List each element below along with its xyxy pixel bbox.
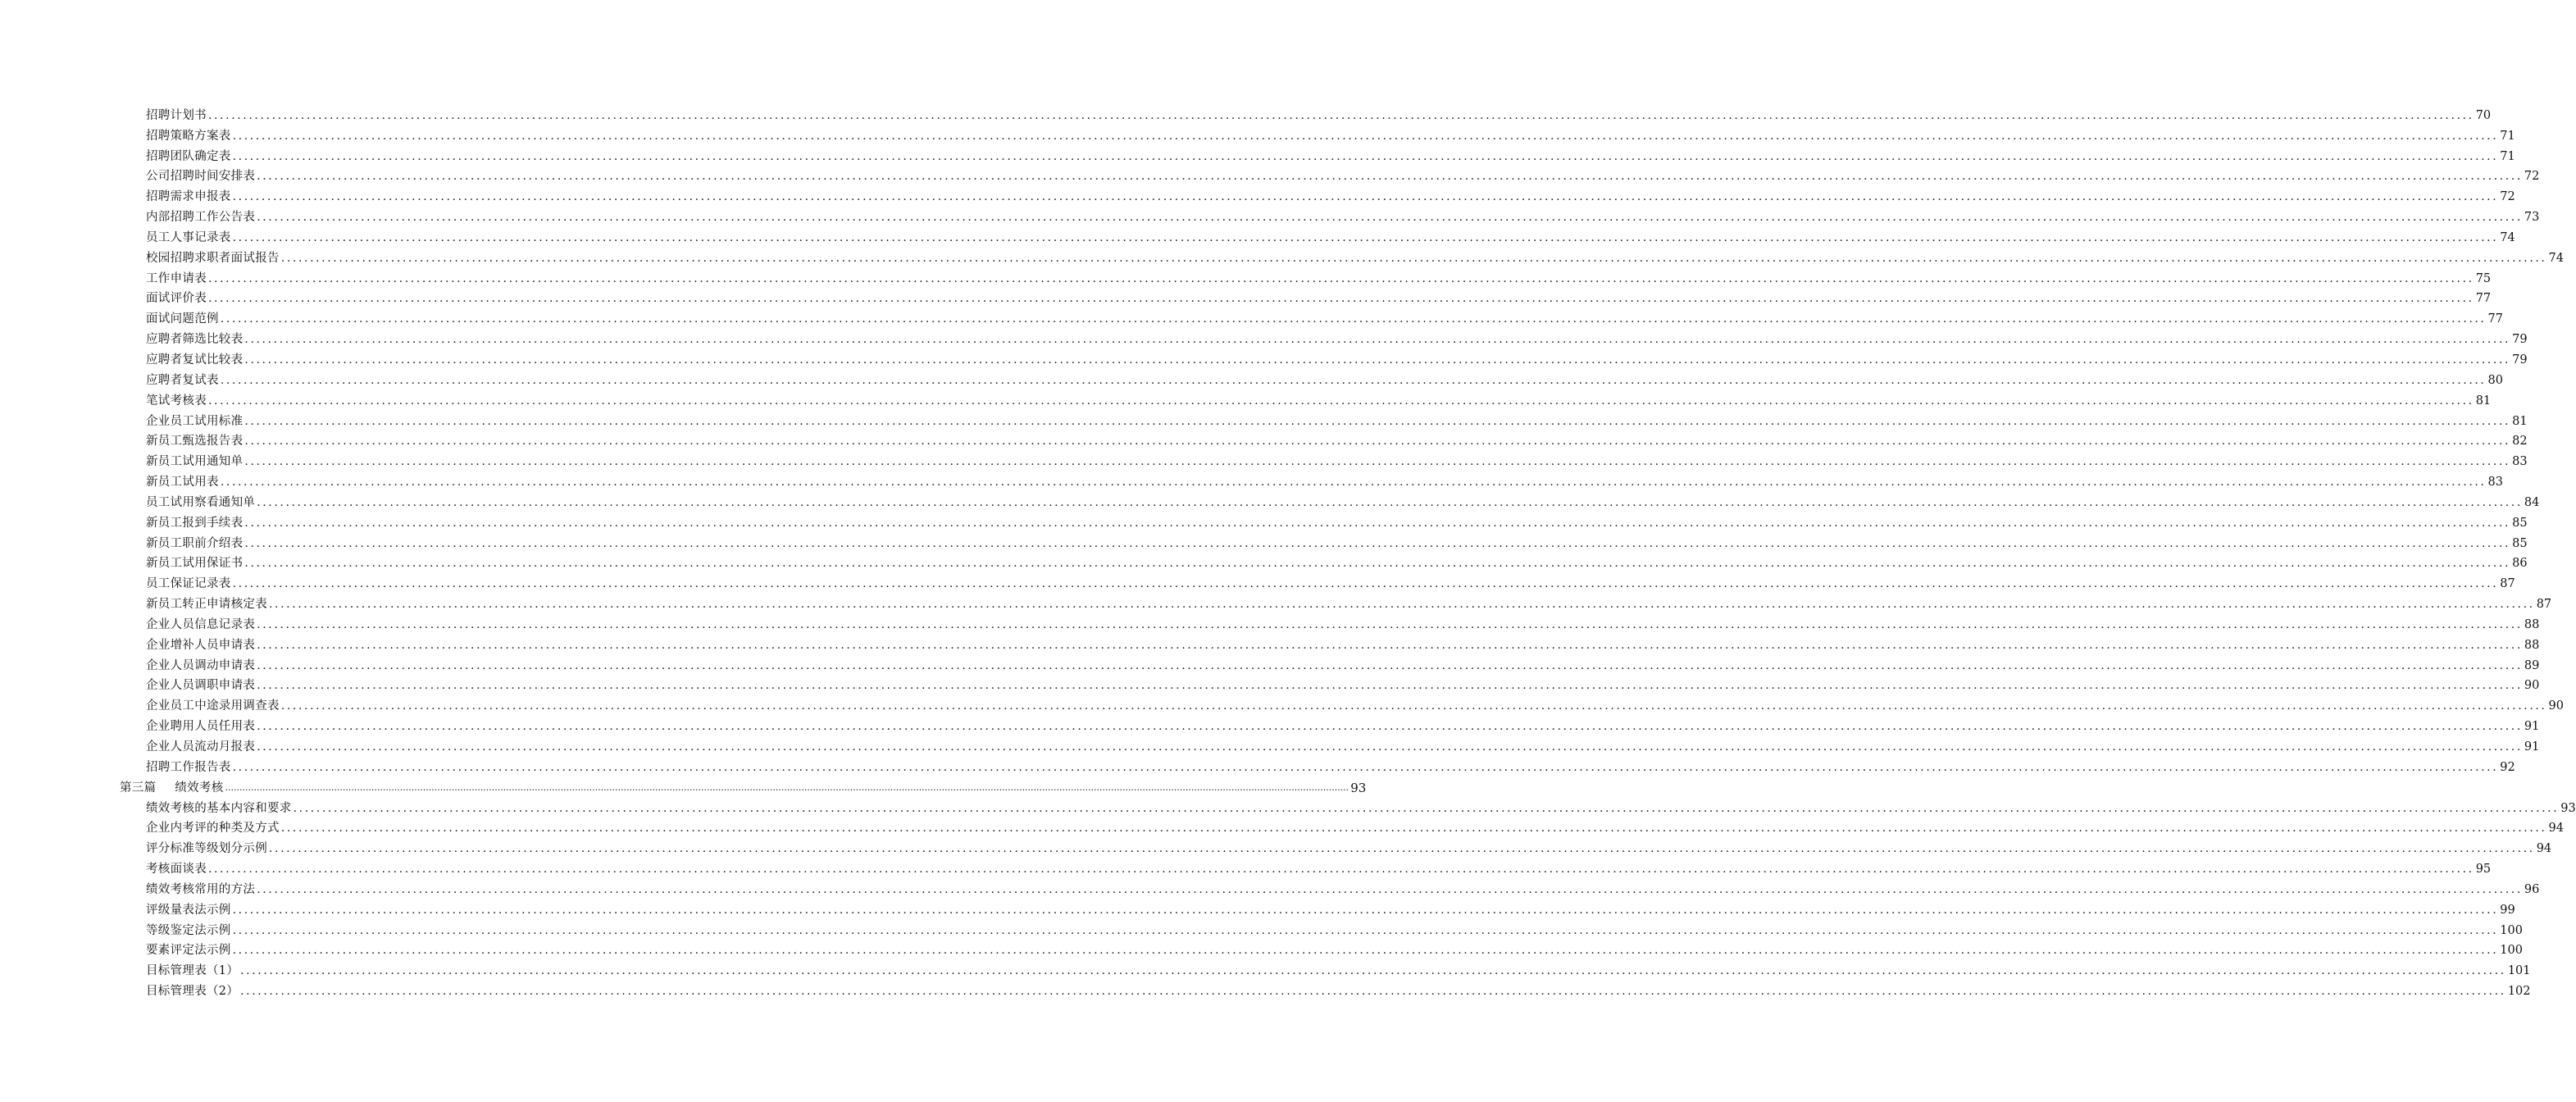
toc-page-number: 100 (2500, 944, 2523, 958)
toc-entry[interactable] (146, 327, 2528, 348)
toc-page-number: 93 (1350, 780, 1367, 795)
toc-entry-title: 公司招聘时间安排表 (146, 170, 256, 184)
toc-dot-leader: ........................................................................................................................................................................................................................................................................................................................................................................................................ (269, 598, 2535, 612)
toc-page-number: 101 (2507, 964, 2531, 978)
toc-entry[interactable] (146, 348, 2528, 368)
toc-entry-title: 应聘者复试比较表 (146, 353, 243, 367)
toc-entry-title: 应聘者筛选比较表 (146, 333, 243, 347)
toc-entry-title: 绩效考核常用的方法 (146, 882, 256, 896)
toc-page-number: 83 (2487, 476, 2503, 490)
toc-dot-leader: ........................................................................................................................................................................................................................................................................................................................................................................................................ (232, 760, 2499, 774)
toc-entry[interactable] (146, 409, 2528, 430)
toc-chapter-entry[interactable] (120, 776, 1367, 796)
toc-entry[interactable] (146, 755, 2515, 776)
toc-entry-title: 等级鉴定法示例 (146, 923, 231, 937)
toc-page-number: 72 (2524, 170, 2540, 184)
toc-entry-title: 内部招聘工作公告表 (146, 211, 256, 225)
toc-entry[interactable] (146, 735, 2540, 755)
toc-dot-leader: ........................................................................................................................................................................................................................................................................................................................................................................................................ (293, 801, 2560, 815)
toc-entry-title: 企业聘用人员任用表 (146, 720, 256, 734)
toc-dot-leader: ........................................................................................................................................................................................................................................................................................................................................................................................................ (257, 882, 2523, 896)
toc-entry-title: 面试评价表 (146, 292, 207, 306)
toc-page-number: 77 (2475, 292, 2492, 306)
toc-page-number: 73 (2524, 211, 2540, 225)
toc-dot-leader: ........................................................................................................................................................................................................................................................................................................................................................................................................ (257, 740, 2523, 754)
toc-page-number: 92 (2500, 760, 2515, 774)
toc-entry[interactable] (146, 836, 2552, 857)
toc-dot-leader: ........................................................................................................................................................................................................................................................................................................................................................................................................ (257, 211, 2523, 225)
toc-dot-leader: ........................................................................................................................................................................................................................................................................................................................................................................................................ (257, 638, 2523, 652)
toc-page-number: 90 (2524, 679, 2540, 693)
toc-entry[interactable] (146, 184, 2515, 205)
toc-dot-leader: ........................................................................................................................................................................................................................................................................................................................................................................................................ (280, 822, 2547, 836)
toc-page-number: 96 (2524, 882, 2540, 896)
toc-entry-title: 应聘者复试表 (146, 373, 219, 387)
toc-entry[interactable] (146, 449, 2528, 470)
toc-entry[interactable] (146, 490, 2540, 511)
toc-entry[interactable] (146, 633, 2540, 653)
toc-page-number: 72 (2500, 190, 2515, 204)
toc-dot-leader: ........................................................................................................................................................................................................................................................................................................................................................................................................ (280, 251, 2547, 265)
toc-dot-leader: ........................................................................................................................................................................................................................................................................................................................................................................................................ (244, 414, 2511, 428)
toc-dot-leader: ........................................................................................................................................................................................................................................................................................................................................................................................................ (244, 455, 2511, 469)
toc-entry[interactable] (146, 857, 2492, 877)
toc-page-number: 89 (2524, 658, 2540, 672)
toc-entry[interactable] (146, 511, 2528, 531)
toc-page-number: 88 (2524, 638, 2540, 652)
toc-dot-leader: ........................................................................................................................................................................................................................................................................................................................................................................................................ (232, 149, 2499, 163)
toc-page-number: 70 (2475, 108, 2492, 122)
toc-entry-title: 员工试用察看通知单 (146, 495, 256, 509)
toc-dot-leader: ........................................................................................................................................................................................................................................................................................................................................................................................................ (244, 333, 2511, 347)
toc-entry-title: 目标管理表（1） (146, 964, 239, 978)
toc-entry[interactable] (146, 674, 2540, 694)
toc-entry-title: 招聘团队确定表 (146, 149, 231, 163)
toc-entry[interactable] (146, 307, 2503, 327)
toc-dot-leader: ........................................................................................................................................................................................................................................................................................................................................................................................................ (232, 923, 2499, 937)
toc-entry[interactable] (146, 430, 2528, 450)
toc-dot-leader: ........................................................................................................................................................................................................................................................................................................................................................................................................ (240, 964, 2506, 978)
toc-dot-leader: ........................................................................................................................................................................................................................................................................................................................................................................................................ (240, 985, 2506, 999)
toc-entry-title: 企业内考评的种类及方式 (146, 822, 280, 836)
toc-entry[interactable] (146, 225, 2515, 246)
toc-page-number: 84 (2524, 495, 2540, 509)
toc-dot-leader: ........................................................................................................................................................................................................................................................................................................................................................................................................ (220, 312, 2487, 326)
toc-page-number: 93 (2560, 801, 2576, 815)
toc-entry-title: 企业人员调动申请表 (146, 658, 256, 672)
toc-page-number: 87 (2500, 577, 2515, 591)
toc-page-number: 74 (2548, 251, 2564, 265)
toc-page-number: 91 (2524, 740, 2540, 754)
toc-entry[interactable] (146, 939, 2523, 959)
toc-dot-leader: ........................................................................................................................................................................................................................................................................................................................................................................................................ (244, 435, 2511, 449)
toc-entry[interactable] (146, 796, 2576, 817)
toc-entry-title: 第三篇 绩效考核 (120, 781, 224, 795)
toc-dot-leader: ........................................................................................................................................................................................................................................................................................................................................................................................................ (257, 658, 2523, 672)
toc-entry[interactable] (146, 368, 2503, 389)
toc-dot-leader: ........................................................................................................................................................................................................................................................................................................................................................................................................ (244, 353, 2511, 367)
toc-entry[interactable] (146, 898, 2515, 918)
toc-dot-leader: ........................................................................................................................................................................................................................................................................................................................................................................................................ (244, 557, 2511, 571)
toc-entry-title: 面试问题范例 (146, 312, 219, 326)
toc-entry[interactable] (146, 266, 2492, 287)
toc-entry[interactable] (146, 552, 2528, 572)
toc-dot-leader: ........................................................................................................................................................................................................................................................................................................................................................................................................ (208, 292, 2474, 306)
toc-page-number: 79 (2512, 333, 2528, 347)
toc-dot-leader: ........................................................................................................................................................................................................................................................................................................................................................................................................ (232, 230, 2499, 244)
toc-entry-title: 目标管理表（2） (146, 985, 239, 999)
toc-dot-leader: ........................................................................................................................................................................................................................................................................................................................................................................................................ (257, 495, 2523, 509)
table-of-contents (0, 103, 2576, 1000)
toc-dot-leader: ........................................................................................................................................................................................................................................................................................................................................................................................................ (232, 903, 2499, 917)
toc-dot-leader: ........................................................................................................................................................................................................................................................................................................................................................................................................ (257, 170, 2523, 184)
toc-entry-title: 招聘需求申报表 (146, 190, 231, 204)
toc-page-number: 75 (2475, 271, 2492, 285)
toc-entry-title: 新员工试用保证书 (146, 557, 243, 571)
toc-page-number: 74 (2500, 230, 2515, 244)
toc-entry-title: 要素评定法示例 (146, 944, 231, 958)
toc-dot-leader: ........................................................................................................................................................................................................................................................................................................................................................................................................ (244, 536, 2511, 550)
toc-entry-title: 企业人员信息记录表 (146, 617, 256, 631)
toc-dot-leader: ........................................................................................................................................................................................................................................................................................................................................................................................................ (257, 679, 2523, 693)
toc-dot-leader: ........................................................................................................................................................................................................................................................................................................................................................................................................ (220, 476, 2487, 490)
toc-entry[interactable] (146, 531, 2528, 552)
toc-dot-leader: ........................................................................................................................................................................................................................................................................................................................................................................................................ (232, 577, 2499, 591)
toc-page-number: 71 (2500, 149, 2515, 163)
toc-page-number: 77 (2487, 312, 2503, 326)
toc-entry-title: 校园招聘求职者面试报告 (146, 251, 280, 265)
toc-page-number: 91 (2524, 720, 2540, 734)
toc-dot-leader: ........................................................................................................................................................................................................................................................................................................................................................................................................ (232, 944, 2499, 958)
toc-entry[interactable] (146, 144, 2515, 165)
toc-entry-title: 招聘计划书 (146, 108, 207, 122)
toc-dot-leader: ........................................................................................................................................................................................................................................................................................................................................................................................................ (257, 720, 2523, 734)
toc-entry[interactable] (146, 612, 2540, 633)
toc-dot-leader: ........................................................................................................................................................................................................................................................................................................................................................................................................ (280, 699, 2547, 713)
toc-entry[interactable] (146, 571, 2515, 592)
toc-entry-title: 评级量表法示例 (146, 903, 231, 917)
toc-page-number: 85 (2512, 516, 2528, 530)
toc-page-number: 94 (2548, 822, 2564, 836)
toc-page-number: 94 (2536, 842, 2552, 856)
toc-page-number: 79 (2512, 353, 2528, 367)
toc-dot-leader: ........................................................................................................................................................................................................................................................................................................................................................................................................ (208, 863, 2474, 877)
toc-page-number: 82 (2512, 435, 2528, 449)
toc-page-number: 81 (2475, 394, 2492, 408)
toc-entry-title: 招聘工作报告表 (146, 760, 231, 774)
toc-page-number: 80 (2487, 373, 2503, 387)
toc-entry[interactable] (146, 959, 2531, 979)
toc-page-number: 100 (2500, 923, 2523, 937)
toc-entry[interactable] (146, 287, 2492, 307)
toc-entry-title: 新员工报到手续表 (146, 516, 243, 530)
toc-entry-title: 笔试考核表 (146, 394, 207, 408)
toc-dot-leader: ........................................................................................................................................................................................................................................................................................................................................................................................................ (269, 842, 2535, 856)
toc-entry-title: 企业员工试用标准 (146, 414, 243, 428)
toc-entry[interactable] (146, 877, 2540, 898)
toc-entry[interactable] (146, 124, 2515, 144)
toc-dot-leader: ........................................................................................................................................................................................................................................................................................................................................................................................................ (225, 781, 1349, 793)
toc-page-number: 83 (2512, 455, 2528, 469)
toc-page-number: 87 (2536, 598, 2552, 612)
toc-entry-title: 评分标准等级划分示例 (146, 842, 267, 856)
toc-entry[interactable] (146, 817, 2564, 837)
toc-entry[interactable] (146, 714, 2540, 735)
toc-entry[interactable] (146, 165, 2540, 185)
toc-entry-title: 新员工试用通知单 (146, 455, 243, 469)
toc-page-number: 88 (2524, 617, 2540, 631)
toc-entry-title: 企业增补人员申请表 (146, 638, 256, 652)
toc-entry-title: 新员工职前介绍表 (146, 536, 243, 550)
toc-entry[interactable] (146, 246, 2564, 266)
toc-entry[interactable] (146, 470, 2503, 490)
toc-dot-leader: ........................................................................................................................................................................................................................................................................................................................................................................................................ (257, 617, 2523, 631)
toc-page-number: 85 (2512, 536, 2528, 550)
toc-page-number: 81 (2512, 414, 2528, 428)
toc-dot-leader: ........................................................................................................................................................................................................................................................................................................................................................................................................ (232, 190, 2499, 204)
toc-entry[interactable] (146, 592, 2552, 612)
toc-dot-leader: ........................................................................................................................................................................................................................................................................................................................................................................................................ (208, 271, 2474, 285)
toc-entry-title: 企业人员流动月报表 (146, 740, 256, 754)
toc-entry-title: 员工保证记录表 (146, 577, 231, 591)
toc-page-number: 90 (2548, 699, 2564, 713)
toc-entry[interactable] (146, 653, 2540, 674)
toc-entry-title: 企业人员调职申请表 (146, 679, 256, 693)
toc-dot-leader: ........................................................................................................................................................................................................................................................................................................................................................................................................ (220, 373, 2487, 387)
toc-page-number: 99 (2500, 903, 2515, 917)
toc-entry[interactable] (146, 205, 2540, 225)
toc-entry-title: 企业员工中途录用调查表 (146, 699, 280, 713)
toc-dot-leader: ........................................................................................................................................................................................................................................................................................................................................................................................................ (244, 516, 2511, 530)
toc-entry-title: 招聘策略方案表 (146, 129, 231, 143)
toc-entry-title: 新员工转正申请核定表 (146, 598, 267, 612)
toc-entry[interactable] (146, 918, 2523, 939)
toc-entry-title: 绩效考核的基本内容和要求 (146, 801, 292, 815)
toc-dot-leader: ........................................................................................................................................................................................................................................................................................................................................................................................................ (208, 394, 2474, 408)
toc-entry-title: 考核面谈表 (146, 863, 207, 877)
toc-page-number: 86 (2512, 557, 2528, 571)
toc-entry[interactable] (146, 103, 2492, 124)
toc-entry[interactable] (146, 389, 2492, 409)
toc-entry[interactable] (146, 694, 2564, 714)
toc-entry-title: 工作申请表 (146, 271, 207, 285)
toc-dot-leader: ........................................................................................................................................................................................................................................................................................................................................................................................................ (232, 129, 2499, 143)
toc-page-number: 102 (2507, 985, 2531, 999)
toc-entry-title: 新员工甄选报告表 (146, 435, 243, 449)
toc-entry[interactable] (146, 979, 2531, 1000)
toc-dot-leader: ........................................................................................................................................................................................................................................................................................................................................................................................................ (208, 108, 2474, 122)
toc-page-number: 71 (2500, 129, 2515, 143)
toc-entry-title: 新员工试用表 (146, 476, 219, 490)
toc-entry-title: 员工人事记录表 (146, 230, 231, 244)
toc-page-number: 95 (2475, 863, 2492, 877)
